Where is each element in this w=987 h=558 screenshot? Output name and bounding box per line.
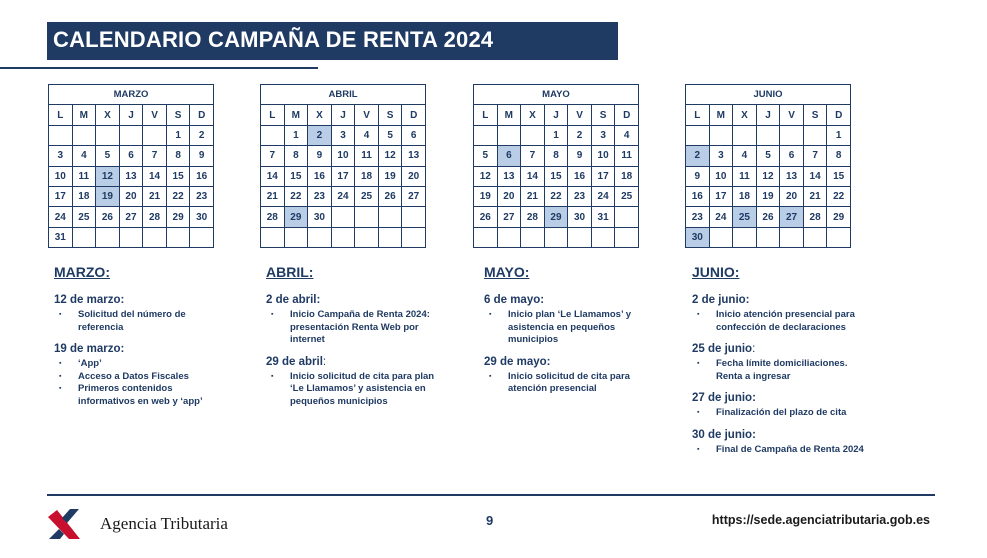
- footer-divider: [47, 494, 935, 496]
- calendar-mayo: [473, 84, 639, 248]
- calendar-day-mayo-17: 17: [591, 166, 615, 186]
- event-bullet-list: [484, 309, 659, 347]
- calendar-day-abril-15: 15: [284, 166, 308, 186]
- calendar-day-mayo-20: 20: [497, 186, 521, 206]
- calendar-day-mayo-10: 10: [591, 146, 615, 166]
- weekday-label: X: [308, 105, 332, 125]
- calendar-day-abril-20: 20: [402, 166, 426, 186]
- description-junio: [692, 264, 867, 465]
- calendar-empty-cell: [119, 125, 143, 145]
- event-block: [54, 294, 229, 334]
- event-block: [692, 392, 867, 420]
- event-bullet-list: [54, 358, 229, 408]
- calendar-day-junio-24: 24: [709, 207, 733, 227]
- calendar-week-row: [49, 146, 214, 166]
- weekday-label: D: [827, 105, 851, 125]
- calendar-day-marzo-25: 25: [72, 207, 96, 227]
- event-date-suffix: :: [322, 355, 327, 368]
- event-date-text: 29 de abril: [266, 355, 323, 368]
- weekday-label: M: [72, 105, 96, 125]
- description-mayo: [484, 264, 659, 405]
- calendar-empty-cell: [190, 227, 214, 247]
- calendar-month-header: ABRIL: [261, 85, 426, 105]
- calendar-week-row: [474, 125, 639, 145]
- weekday-label: V: [355, 105, 379, 125]
- calendar-day-abril-27: 27: [402, 186, 426, 206]
- weekday-label: M: [709, 105, 733, 125]
- calendar-day-marzo-27: 27: [119, 207, 143, 227]
- event-date-text: 12 de marzo:: [54, 294, 125, 306]
- calendar-week-row: [686, 125, 851, 145]
- calendar-day-marzo-2: 2: [190, 125, 214, 145]
- event-bullet-item: ▪ Solicitud del número de referencia: [54, 309, 229, 334]
- calendar-week-row: [49, 207, 214, 227]
- calendar-empty-cell: [96, 227, 120, 247]
- event-bullet-item: ▪ Inicio atención presencial para confección de declaraciones: [692, 309, 867, 334]
- calendar-week-row: [49, 186, 214, 206]
- calendar-day-junio-5: 5: [756, 146, 780, 166]
- calendar-day-mayo-28: 28: [521, 207, 545, 227]
- calendar-day-abril-26: 26: [378, 186, 402, 206]
- event-bullet-item: ▪ ‘App’: [54, 358, 229, 371]
- calendar-week-row: [686, 207, 851, 227]
- calendar-day-junio-4: 4: [733, 146, 757, 166]
- calendar-day-mayo-11: 11: [615, 146, 639, 166]
- calendar-day-abril-30: 30: [308, 207, 332, 227]
- calendar-week-row: [474, 227, 639, 247]
- calendar-empty-cell: [119, 227, 143, 247]
- month-heading: JUNIO:: [692, 264, 740, 280]
- calendar-week-row: [261, 146, 426, 166]
- weekday-label: J: [756, 105, 780, 125]
- calendar-week-row: [261, 166, 426, 186]
- weekday-label: S: [378, 105, 402, 125]
- weekday-label: L: [49, 105, 73, 125]
- calendar-month-header: JUNIO: [686, 85, 851, 105]
- calendar-day-mayo-21: 21: [521, 186, 545, 206]
- calendar-day-abril-11: 11: [355, 146, 379, 166]
- calendar-day-abril-25: 25: [355, 186, 379, 206]
- calendar-empty-cell: [261, 125, 285, 145]
- calendar-empty-cell: [568, 227, 592, 247]
- calendar-week-row: [686, 166, 851, 186]
- calendar-day-abril-29: 29: [284, 207, 308, 227]
- weekday-label: L: [261, 105, 285, 125]
- calendar-empty-cell: [378, 207, 402, 227]
- calendar-empty-cell: [780, 227, 804, 247]
- event-bullet-item: ▪ Acceso a Datos Fiscales: [54, 371, 229, 384]
- calendar-day-abril-5: 5: [378, 125, 402, 145]
- calendar-week-row: [686, 227, 851, 247]
- calendar-day-junio-14: 14: [803, 166, 827, 186]
- weekday-label: L: [474, 105, 498, 125]
- calendar-day-abril-10: 10: [331, 146, 355, 166]
- calendar-empty-cell: [308, 227, 332, 247]
- weekday-label: J: [119, 105, 143, 125]
- event-bullet-list: [692, 358, 867, 383]
- calendar-day-marzo-17: 17: [49, 186, 73, 206]
- event-bullet-list: [484, 371, 659, 396]
- calendar-day-junio-1: 1: [827, 125, 851, 145]
- calendar-day-abril-1: 1: [284, 125, 308, 145]
- event-block: [484, 294, 659, 347]
- calendar-day-marzo-31: 31: [49, 227, 73, 247]
- weekday-label: D: [615, 105, 639, 125]
- calendar-week-row: [686, 186, 851, 206]
- calendar-empty-cell: [686, 125, 710, 145]
- calendar-empty-cell: [166, 227, 190, 247]
- event-date-text: 29 de mayo:: [484, 355, 551, 368]
- description-marzo: [54, 264, 229, 417]
- calendar-day-junio-11: 11: [733, 166, 757, 186]
- calendar-empty-cell: [756, 227, 780, 247]
- calendar-day-junio-17: 17: [709, 186, 733, 206]
- month-heading: ABRIL:: [266, 264, 314, 280]
- calendar-day-mayo-2: 2: [568, 125, 592, 145]
- calendar-week-row: [49, 227, 214, 247]
- event-date: [266, 356, 441, 368]
- page-number: 9: [486, 513, 494, 528]
- description-abril: [266, 264, 441, 417]
- calendar-day-abril-19: 19: [378, 166, 402, 186]
- event-date: [692, 294, 867, 306]
- calendar-week-row: [261, 125, 426, 145]
- calendar-day-abril-23: 23: [308, 186, 332, 206]
- calendar-day-mayo-14: 14: [521, 166, 545, 186]
- weekday-label: J: [544, 105, 568, 125]
- calendar-day-mayo-23: 23: [568, 186, 592, 206]
- calendar-day-mayo-31: 31: [591, 207, 615, 227]
- calendar-day-mayo-13: 13: [497, 166, 521, 186]
- event-bullet-item: ▪ Inicio Campaña de Renta 2024: presentación Renta Web por internet: [266, 309, 441, 347]
- event-date-text: 27 de junio:: [692, 392, 756, 404]
- calendar-day-junio-30: 30: [686, 227, 710, 247]
- calendar-empty-cell: [521, 125, 545, 145]
- calendar-day-mayo-4: 4: [615, 125, 639, 145]
- calendar-day-mayo-6: 6: [497, 146, 521, 166]
- calendar-empty-cell: [521, 227, 545, 247]
- event-bullet-item: ▪ Fecha límite domiciliaciones. Renta a ingresar: [692, 358, 867, 383]
- calendar-day-marzo-8: 8: [166, 146, 190, 166]
- calendar-day-junio-26: 26: [756, 207, 780, 227]
- calendar-day-mayo-8: 8: [544, 146, 568, 166]
- calendar-day-mayo-30: 30: [568, 207, 592, 227]
- event-bullet-list: [692, 407, 867, 420]
- calendar-day-abril-28: 28: [261, 207, 285, 227]
- calendar-day-abril-9: 9: [308, 146, 332, 166]
- calendar-week-row: [49, 125, 214, 145]
- calendar-empty-cell: [72, 125, 96, 145]
- calendar-empty-cell: [355, 207, 379, 227]
- calendar-day-abril-18: 18: [355, 166, 379, 186]
- event-block: [692, 429, 867, 457]
- calendar-day-abril-17: 17: [331, 166, 355, 186]
- calendar-day-junio-7: 7: [803, 146, 827, 166]
- weekday-label: S: [803, 105, 827, 125]
- weekday-label: X: [733, 105, 757, 125]
- calendar-day-marzo-19: 19: [96, 186, 120, 206]
- calendar-day-mayo-3: 3: [591, 125, 615, 145]
- calendar-day-junio-12: 12: [756, 166, 780, 186]
- weekday-label: J: [331, 105, 355, 125]
- calendar-day-marzo-11: 11: [72, 166, 96, 186]
- calendar-day-junio-16: 16: [686, 186, 710, 206]
- calendar-day-marzo-16: 16: [190, 166, 214, 186]
- calendar-week-row: [49, 166, 214, 186]
- calendar-empty-cell: [402, 227, 426, 247]
- weekday-label: D: [402, 105, 426, 125]
- calendar-empty-cell: [355, 227, 379, 247]
- event-date-text: 30 de junio:: [692, 428, 756, 441]
- agencia-tributaria-logo-icon: [46, 507, 88, 541]
- event-block: [692, 343, 867, 383]
- site-url-link[interactable]: https://sede.agenciatributaria.gob.es: [711, 513, 930, 527]
- calendar-day-marzo-15: 15: [166, 166, 190, 186]
- weekday-label: M: [497, 105, 521, 125]
- calendar-day-abril-4: 4: [355, 125, 379, 145]
- calendar-empty-cell: [143, 227, 167, 247]
- calendar-day-abril-2: 2: [308, 125, 332, 145]
- calendar-empty-cell: [474, 227, 498, 247]
- calendar-day-mayo-15: 15: [544, 166, 568, 186]
- calendar-day-marzo-21: 21: [143, 186, 167, 206]
- organization-name: Agencia Tributaria: [100, 514, 228, 533]
- calendar-week-row: [261, 186, 426, 206]
- calendar-day-mayo-22: 22: [544, 186, 568, 206]
- weekday-label: X: [521, 105, 545, 125]
- calendar-day-junio-28: 28: [803, 207, 827, 227]
- calendar-day-mayo-7: 7: [521, 146, 545, 166]
- event-bullet-item: ▪ Inicio solicitud de cita para plan ‘Le Llamamos’ y asistencia en pequeños municipios: [266, 371, 441, 409]
- calendar-week-row: [474, 146, 639, 166]
- calendar-day-marzo-20: 20: [119, 186, 143, 206]
- calendar-month-header: MARZO: [49, 85, 214, 105]
- calendar-empty-cell: [733, 125, 757, 145]
- calendar-day-marzo-23: 23: [190, 186, 214, 206]
- calendar-day-marzo-10: 10: [49, 166, 73, 186]
- calendar-day-junio-9: 9: [686, 166, 710, 186]
- calendar-empty-cell: [756, 125, 780, 145]
- calendar-day-mayo-19: 19: [474, 186, 498, 206]
- calendar-empty-cell: [544, 227, 568, 247]
- calendar-day-mayo-18: 18: [615, 166, 639, 186]
- calendar-empty-cell: [378, 227, 402, 247]
- calendar-empty-cell: [96, 125, 120, 145]
- event-block: [54, 343, 229, 408]
- calendar-month-header: MAYO: [474, 85, 639, 105]
- calendar-empty-cell: [72, 227, 96, 247]
- calendar-day-marzo-6: 6: [119, 146, 143, 166]
- calendar-day-abril-16: 16: [308, 166, 332, 186]
- event-bullet-list: [54, 309, 229, 334]
- calendar-junio: [685, 84, 851, 248]
- event-bullet-list: [692, 309, 867, 334]
- calendar-day-marzo-1: 1: [166, 125, 190, 145]
- calendar-day-abril-3: 3: [331, 125, 355, 145]
- calendar-day-abril-13: 13: [402, 146, 426, 166]
- calendar-day-mayo-29: 29: [544, 207, 568, 227]
- calendar-day-junio-10: 10: [709, 166, 733, 186]
- weekday-label: V: [568, 105, 592, 125]
- calendar-day-junio-18: 18: [733, 186, 757, 206]
- page-title: CALENDARIO CAMPAÑA DE RENTA 2024: [53, 27, 494, 52]
- weekday-label: L: [686, 105, 710, 125]
- weekday-label: V: [780, 105, 804, 125]
- calendar-day-mayo-24: 24: [591, 186, 615, 206]
- event-date-text: 25 de junio: [692, 343, 753, 355]
- event-date-text: 2 de abril:: [266, 294, 321, 306]
- calendar-day-abril-7: 7: [261, 146, 285, 166]
- calendar-empty-cell: [827, 227, 851, 247]
- event-date: [484, 294, 659, 306]
- event-bullet-list: [266, 309, 441, 347]
- calendar-empty-cell: [803, 125, 827, 145]
- calendar-day-junio-6: 6: [780, 146, 804, 166]
- calendar-week-row: [261, 207, 426, 227]
- calendar-day-junio-29: 29: [827, 207, 851, 227]
- calendar-day-marzo-12: 12: [96, 166, 120, 186]
- event-date-text: 19 de marzo:: [54, 343, 125, 355]
- calendar-day-junio-2: 2: [686, 146, 710, 166]
- calendar-day-mayo-26: 26: [474, 207, 498, 227]
- calendar-day-junio-8: 8: [827, 146, 851, 166]
- event-block: [692, 294, 867, 334]
- calendar-day-mayo-12: 12: [474, 166, 498, 186]
- calendar-day-junio-15: 15: [827, 166, 851, 186]
- weekday-label: X: [96, 105, 120, 125]
- calendar-empty-cell: [284, 227, 308, 247]
- calendar-empty-cell: [49, 125, 73, 145]
- calendar-empty-cell: [474, 125, 498, 145]
- calendar-day-junio-19: 19: [756, 186, 780, 206]
- calendar-empty-cell: [709, 125, 733, 145]
- weekday-label: S: [591, 105, 615, 125]
- calendar-day-marzo-22: 22: [166, 186, 190, 206]
- calendar-empty-cell: [733, 227, 757, 247]
- event-bullet-list: [692, 444, 867, 457]
- event-bullet-item: ▪ Final de Campaña de Renta 2024: [692, 444, 867, 457]
- event-block: [266, 356, 441, 409]
- calendar-abril: [260, 84, 426, 248]
- event-block: [266, 294, 441, 347]
- calendar-empty-cell: [780, 125, 804, 145]
- calendar-day-abril-22: 22: [284, 186, 308, 206]
- event-bullet-item: ▪ Finalización del plazo de cita: [692, 407, 867, 420]
- calendar-empty-cell: [709, 227, 733, 247]
- calendar-day-marzo-9: 9: [190, 146, 214, 166]
- calendar-day-mayo-25: 25: [615, 186, 639, 206]
- calendar-day-marzo-4: 4: [72, 146, 96, 166]
- calendar-day-marzo-28: 28: [143, 207, 167, 227]
- calendar-day-abril-24: 24: [331, 186, 355, 206]
- title-underline: [0, 67, 318, 69]
- event-bullet-item: ▪ Primeros contenidos informativos en web y ‘app’: [54, 383, 229, 408]
- calendar-day-abril-14: 14: [261, 166, 285, 186]
- event-date: [484, 356, 659, 368]
- calendar-day-marzo-13: 13: [119, 166, 143, 186]
- calendar-empty-cell: [331, 227, 355, 247]
- event-date-suffix: :: [752, 343, 756, 355]
- calendar-empty-cell: [143, 125, 167, 145]
- weekday-label: M: [284, 105, 308, 125]
- calendar-day-mayo-16: 16: [568, 166, 592, 186]
- event-date: [266, 294, 441, 306]
- calendar-day-mayo-5: 5: [474, 146, 498, 166]
- event-date: [54, 294, 229, 306]
- calendar-day-junio-27: 27: [780, 207, 804, 227]
- event-bullet-item: ▪ Inicio plan ‘Le Llamamos’ y asistencia en pequeños municipios: [484, 309, 659, 347]
- calendar-day-junio-20: 20: [780, 186, 804, 206]
- calendar-empty-cell: [591, 227, 615, 247]
- event-date: [54, 343, 229, 355]
- event-date: [692, 429, 867, 441]
- calendar-day-marzo-29: 29: [166, 207, 190, 227]
- calendar-day-marzo-5: 5: [96, 146, 120, 166]
- event-bullet-list: [266, 371, 441, 409]
- event-date: [692, 343, 867, 355]
- calendar-day-junio-13: 13: [780, 166, 804, 186]
- calendar-empty-cell: [803, 227, 827, 247]
- month-heading: MARZO:: [54, 264, 110, 280]
- weekday-label: S: [166, 105, 190, 125]
- event-date-text: 2 de junio:: [692, 294, 750, 306]
- calendar-day-abril-12: 12: [378, 146, 402, 166]
- calendar-week-row: [474, 207, 639, 227]
- calendar-empty-cell: [261, 227, 285, 247]
- calendar-empty-cell: [497, 227, 521, 247]
- calendar-day-junio-22: 22: [827, 186, 851, 206]
- calendar-empty-cell: [402, 207, 426, 227]
- calendar-day-mayo-1: 1: [544, 125, 568, 145]
- calendar-week-row: [261, 227, 426, 247]
- calendar-day-mayo-9: 9: [568, 146, 592, 166]
- calendar-empty-cell: [497, 125, 521, 145]
- calendar-day-marzo-18: 18: [72, 186, 96, 206]
- calendar-empty-cell: [331, 207, 355, 227]
- calendar-day-junio-25: 25: [733, 207, 757, 227]
- weekday-label: D: [190, 105, 214, 125]
- calendar-week-row: [474, 166, 639, 186]
- weekday-label: V: [143, 105, 167, 125]
- calendar-day-marzo-3: 3: [49, 146, 73, 166]
- calendar-day-junio-21: 21: [803, 186, 827, 206]
- calendar-day-mayo-27: 27: [497, 207, 521, 227]
- calendar-day-marzo-26: 26: [96, 207, 120, 227]
- calendar-day-marzo-14: 14: [143, 166, 167, 186]
- calendar-day-marzo-24: 24: [49, 207, 73, 227]
- event-bullet-item: ▪ Inicio solicitud de cita para atención presencial: [484, 371, 659, 396]
- calendar-day-junio-3: 3: [709, 146, 733, 166]
- calendar-day-abril-21: 21: [261, 186, 285, 206]
- calendar-week-row: [474, 186, 639, 206]
- event-date-text: 6 de mayo:: [484, 294, 545, 306]
- calendar-day-marzo-7: 7: [143, 146, 167, 166]
- calendar-day-marzo-30: 30: [190, 207, 214, 227]
- calendar-day-abril-8: 8: [284, 146, 308, 166]
- event-block: [484, 356, 659, 396]
- calendar-day-abril-6: 6: [402, 125, 426, 145]
- calendar-marzo: [48, 84, 214, 248]
- calendar-day-junio-23: 23: [686, 207, 710, 227]
- event-date: [692, 392, 867, 404]
- calendar-empty-cell: [615, 227, 639, 247]
- calendar-week-row: [686, 146, 851, 166]
- calendar-empty-cell: [615, 207, 639, 227]
- month-heading: MAYO:: [484, 264, 530, 280]
